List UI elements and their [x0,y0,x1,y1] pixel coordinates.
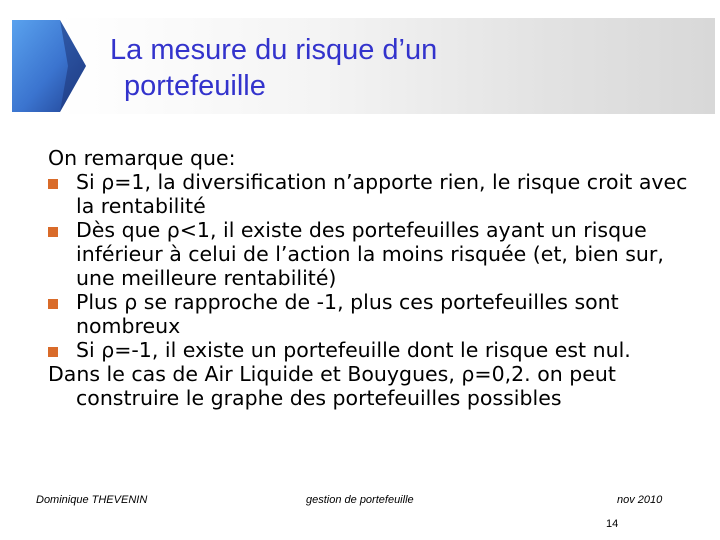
footer-date: nov 2010 [617,494,663,506]
bullet-item-1 [48,170,708,218]
bullet-text-1: Si ρ=1, la diversification n’apporte rien, le risque croit avec la rentabilité [76,170,688,218]
conclusion-line-2: construire le graphe des portefeuilles possibles [76,386,562,410]
bullet-text-4: Si ρ=-1, il existe un portefeuille dont le risque est nul. [76,338,631,362]
chevron-arrow-icon [12,20,86,112]
bullet-item-4 [48,338,708,362]
bullet-item-3 [48,290,708,338]
bullet-text-3: Plus ρ se rapproche de -1, plus ces portefeuilles sont nombreux [76,290,619,338]
square-bullet-icon [48,299,58,309]
slide-title [110,32,670,104]
title-line-1: La mesure du risque d’un [110,34,438,66]
footer-author: Dominique THEVENIN [36,494,148,506]
page-number: 14 [606,518,619,530]
footer-course: gestion de portefeuille [306,494,414,506]
bullet-text-2: Dès que ρ<1, il existe des portefeuilles ayant un risque inférieur à celui de l’action la moins risquée (et, bien sur, une meilleure rentabilité) [76,218,664,290]
square-bullet-icon [48,347,58,357]
title-line-2: portefeuille [124,70,266,102]
square-bullet-icon [48,227,58,237]
bullet-item-2 [48,218,708,290]
slide-body [48,146,708,410]
square-bullet-icon [48,179,58,189]
conclusion-line-1: Dans le cas de Air Liquide et Bouygues, ρ=0,2. on peut [48,362,616,386]
intro-text: On remarque que: [48,146,236,170]
